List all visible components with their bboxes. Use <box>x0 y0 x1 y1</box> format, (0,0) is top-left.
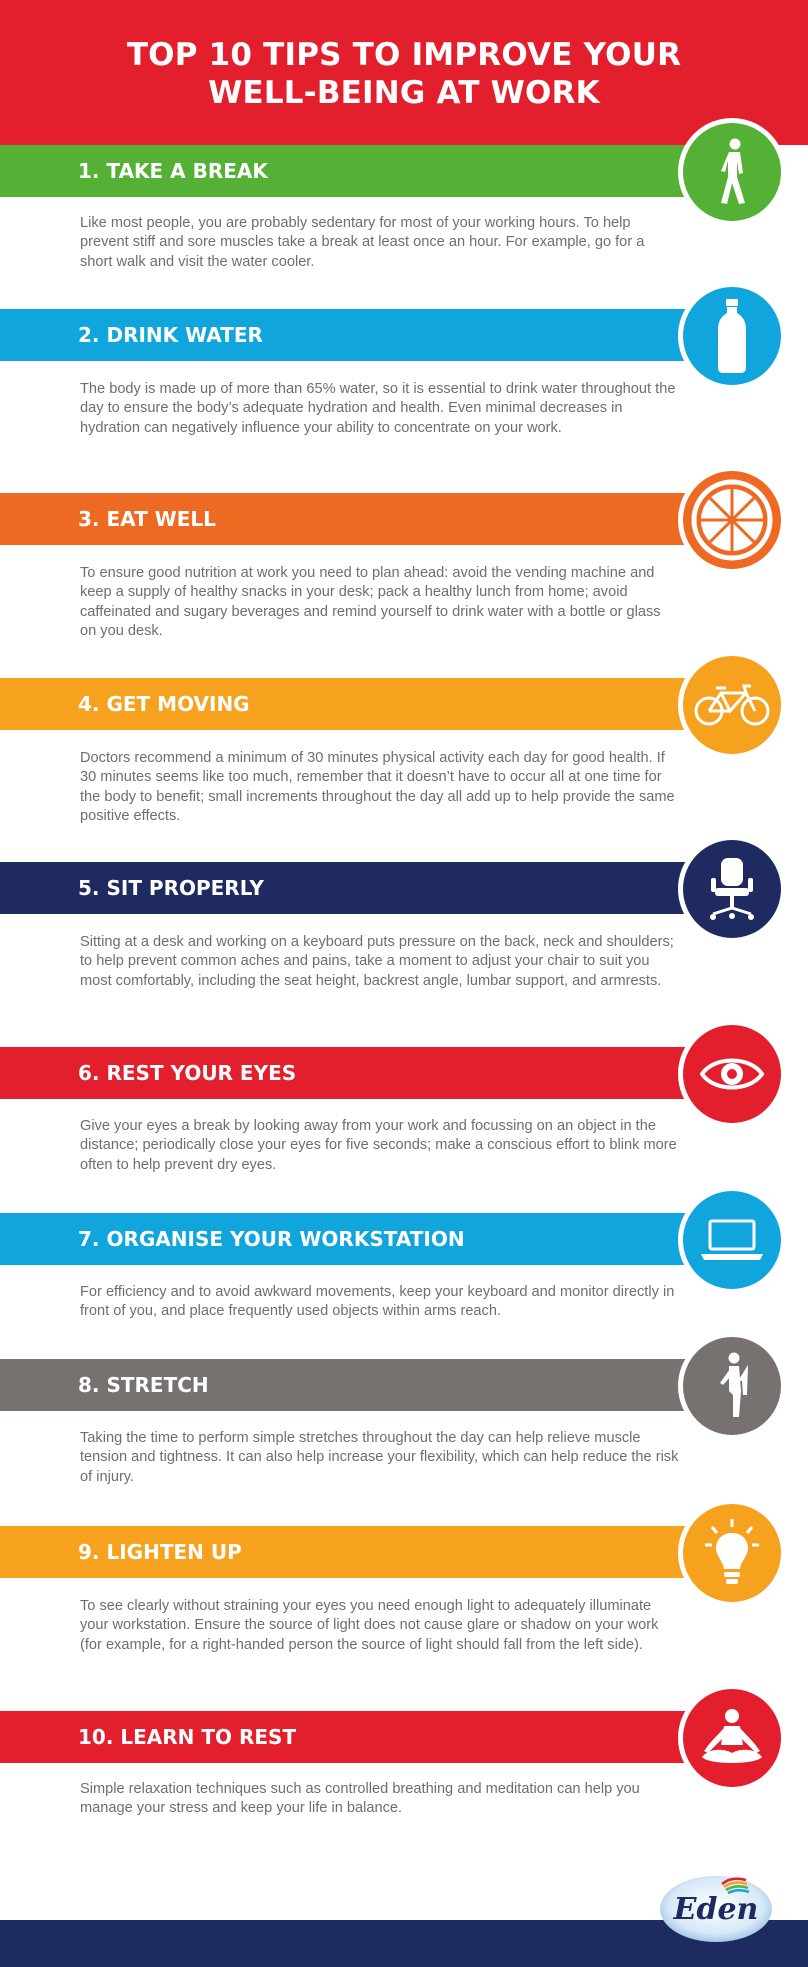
tip-title: 1. TAKE A BREAK <box>78 159 268 183</box>
tip-bar-drink-water <box>0 309 700 361</box>
tip-title: 3. EAT WELL <box>78 507 216 531</box>
tip-description: To see clearly without straining your eyes you need enough light to adequately illuminate your workstation. Ensure the source of light does not cause glare or shadow on your work (for example, for a right-handed person the source of light should fall from the left side). <box>80 1598 659 1653</box>
tip-description: For efficiency and to avoid awkward movements, keep your keyboard and monitor directly in front of you, and place frequently used objects within arms reach. <box>80 1284 675 1320</box>
tip-description: Taking the time to perform simple stretches throughout the day can help relieve muscle tension and tightness. It can also help increase your flexibility, which can help reduce the risk of injury. <box>80 1430 679 1485</box>
tip-bar-organise-your-workstation <box>0 1213 700 1265</box>
stretching-person-icon <box>678 1332 786 1440</box>
tip-title: 9. LIGHTEN UP <box>78 1540 242 1564</box>
tip-title: 10. LEARN TO REST <box>78 1725 297 1749</box>
bicycle-icon <box>678 651 786 759</box>
tip-title: 5. SIT PROPERLY <box>78 876 264 900</box>
tip-description: Doctors recommend a minimum of 30 minutes physical activity each day for good health. If 30 minutes seems like too much, remember that it doesn’t have to occur all at one time for the body to benefit; small increments throughout the day all add up to help provide the same positive effects. <box>80 750 675 824</box>
tip-bar-sit-properly <box>0 862 700 914</box>
tip-bar-eat-well <box>0 493 700 545</box>
orange-slice-icon <box>678 466 786 574</box>
tip-description: Like most people, you are probably sedentary for most of your working hours. To help prevent stiff and sore muscles take a break at least once an hour. For example, go for a short walk and visit the water cooler. <box>80 215 645 270</box>
meditation-icon <box>678 1684 786 1792</box>
office-chair-icon <box>678 835 786 943</box>
tip-bar-get-moving <box>0 678 700 730</box>
tip-description: Sitting at a desk and working on a keyboard puts pressure on the back, neck and shoulders; to help prevent common aches and pains, take a moment to adjust your chair to suit you most comfortably, including the seat height, backrest angle, lumbar support, and armrests. <box>80 934 674 989</box>
tip-bar-lighten-up <box>0 1526 700 1578</box>
eye-icon <box>678 1020 786 1128</box>
water-bottle-icon <box>678 282 786 390</box>
tip-description: The body is made up of more than 65% water, so it is essential to drink water throughout the day to ensure the body’s adequate hydration and health. Even minimal decreases in hydration can negatively influence your ability to concentrate on your work. <box>80 381 676 436</box>
tip-bar-take-a-break <box>0 145 700 197</box>
tip-bar-stretch <box>0 1359 700 1411</box>
walking-person-icon <box>678 118 786 226</box>
tip-bar-learn-to-rest <box>0 1711 700 1763</box>
light-bulb-icon <box>678 1499 786 1607</box>
tip-description: To ensure good nutrition at work you need to plan ahead: avoid the vending machine and keep a supply of healthy snacks in your desk; pack a healthy lunch from home; avoid caffeinated and sugary beverages and remind yourself to drink water with a bottle or glass on you desk. <box>80 565 661 639</box>
laptop-icon <box>678 1186 786 1294</box>
tip-description: Simple relaxation techniques such as controlled breathing and meditation can help you manage your stress and keep your life in balance. <box>80 1781 640 1817</box>
tip-title: 4. GET MOVING <box>78 692 250 716</box>
tip-title: 2. DRINK WATER <box>78 323 263 347</box>
brand-name: Eden <box>673 1892 759 1927</box>
page-title-line-1: TOP 10 TIPS TO IMPROVE YOUR <box>126 37 682 73</box>
tip-title: 8. STRETCH <box>78 1373 209 1397</box>
page-title-line-2: WELL-BEING AT WORK <box>208 75 600 111</box>
tip-title: 6. REST YOUR EYES <box>78 1061 297 1085</box>
tip-title: 7. ORGANISE YOUR WORKSTATION <box>78 1227 465 1251</box>
tip-bar-rest-your-eyes <box>0 1047 700 1099</box>
eden-logo <box>658 1874 774 1944</box>
page-title <box>0 36 808 112</box>
tip-description: Give your eyes a break by looking away from your work and focussing on an object in the distance; periodically close your eyes for five seconds; make a conscious effort to blink more often to help prevent dry eyes. <box>80 1118 677 1173</box>
